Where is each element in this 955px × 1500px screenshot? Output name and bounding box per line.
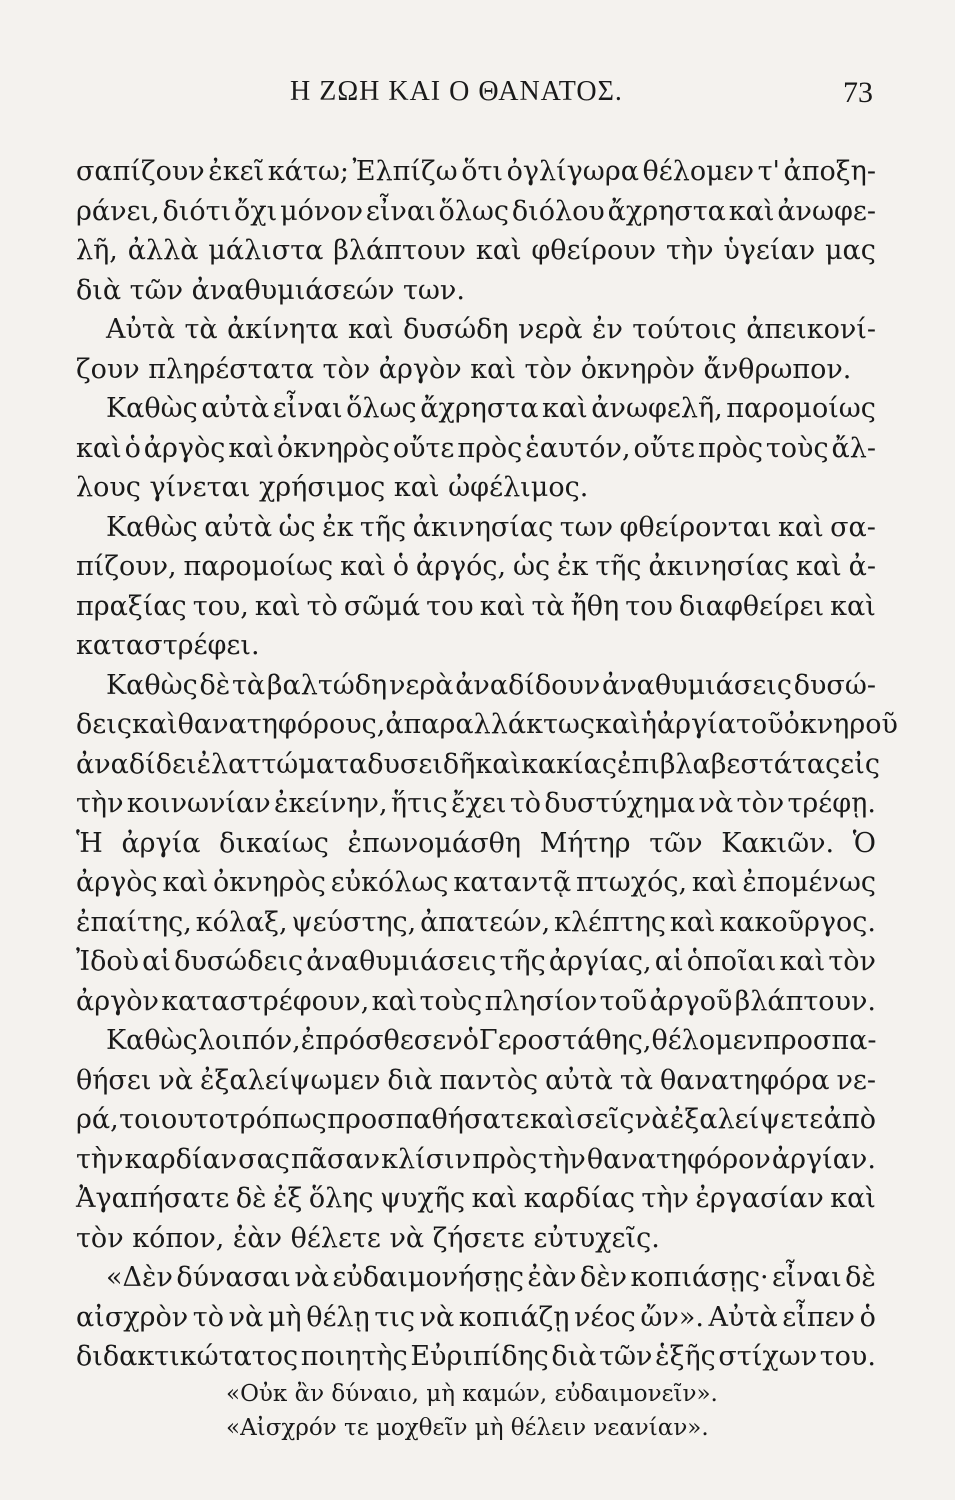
page-header: [290, 76, 873, 116]
text-line: δεις καὶ θανατηφόρους, ἀπαραλλάκτως καὶ ἡ ἀργία τοῦ ὀκνηροῦ: [76, 709, 898, 740]
text-line: θήσει νὰ ἐξαλείψωμεν διὰ παντὸς αὐτὰ τὰ θανατηφόρα νε-: [76, 1064, 876, 1096]
text-line: καὶ ὁ ἀργὸς καὶ ὀκνηρὸς οὔτε πρὸς ἑαυτόν, οὔτε πρὸς τοὺς ἄλ-: [76, 432, 876, 464]
text-line: σαπίζουν ἐκεῖ κάτω; Ἐλπίζω ὅτι ὀγλίγωρα θέλομεν τ' ἀποξη-: [76, 156, 876, 187]
text-line: λῆ, ἀλλὰ μάλιστα βλάπτουν καὶ φθείρουν τὴν ὑγείαν μας: [76, 235, 876, 266]
text-line: Ἡ ἀργία δικαίως ἐπωνομάσθη Μήτηρ τῶν Κακιῶν. Ὁ: [76, 827, 876, 859]
text-line: ρά, τοιουτοτρόπως προσπαθήσατε καὶ σεῖς νὰ ἐξαλείψετε ἀπὸ: [76, 1104, 876, 1135]
body-text: [76, 152, 898, 1445]
running-title: Η ΖΩΗ ΚΑΙ Ο ΘΑΝΑΤΟΣ.: [290, 76, 623, 107]
text-line: ἀναδίδει ἐλαττώματα δυσειδῆ καὶ κακίας ἐπιβλαβεστάτας εἰς: [76, 748, 880, 780]
text-line: Καθὼς αὐτὰ ὡς ἐκ τῆς ἀκινησίας των φθείρονται καὶ σα-: [106, 511, 876, 543]
verse-line: «Οὐκ ἂν δύναιο, μὴ καμών, εὐδαιμονεῖν».: [226, 1380, 718, 1407]
text-line: Αὐτὰ τὰ ἀκίνητα καὶ δυσώδη νερὰ ἐν τούτοις ἀπεικονί-: [106, 314, 876, 345]
text-line: πραξίας του, καὶ τὸ σῶμά του καὶ τὰ ἤθη του διαφθείρει καὶ: [76, 590, 876, 622]
text-line: τὸν κόπον, ἐὰν θέλετε νὰ ζήσετε εὐτυχεῖς.: [76, 1222, 660, 1254]
text-line: διὰ τῶν ἀναθυμιάσεών των.: [76, 274, 465, 306]
text-line: λους γίνεται χρήσιμος καὶ ὠφέλιμος.: [76, 472, 589, 503]
text-line: καταστρέφει.: [76, 630, 260, 661]
text-line: Ἰδοὺ αἱ δυσώδεις ἀναθυμιάσεις τῆς ἀργίας, αἱ ὁποῖαι καὶ τὸν: [76, 946, 876, 977]
text-line: Καθὼς αὐτὰ εἶναι ὅλως ἄχρηστα καὶ ἀνωφελῆ, παρομοίως: [106, 393, 876, 424]
text-line: πίζουν, παρομοίως καὶ ὁ ἀργός, ὡς ἐκ τῆς ἀκινησίας καὶ ἀ-: [76, 551, 876, 582]
text-line: τὴν κοινωνίαν ἐκείνην, ἥτις ἔχει τὸ δυστύχημα νὰ τὸν τρέφῃ.: [76, 788, 876, 819]
text-line: τὴν καρδίαν σας πᾶσαν κλίσιν πρὸς τὴν θανατηφόρον ἀργίαν.: [76, 1143, 876, 1175]
text-line: ἀργὸς καὶ ὀκνηρὸς εὐκόλως καταντᾷ πτωχός, καὶ ἐπομένως: [76, 867, 876, 898]
text-line: διδακτικώτατος ποιητὴς Εὐριπίδης διὰ τῶν ἑξῆς στίχων του.: [76, 1341, 876, 1372]
text-line: ἀργὸν καταστρέφουν, καὶ τοὺς πλησίον τοῦ ἀργοῦ βλάπτουν.: [76, 985, 876, 1017]
page-number: 73: [843, 76, 873, 109]
verse-line: «Αἰσχρόν τε μοχθεῖν μὴ θέλειν νεανίαν».: [226, 1414, 709, 1441]
text-line: Καθὼς δὲ τὰ βαλτώδη νερὰ ἀναδίδουν ἀναθυμιάσεις δυσώ-: [106, 669, 876, 701]
text-line: αἰσχρὸν τὸ νὰ μὴ θέλῃ τις νὰ κοπιάζῃ νέος ὤν». Αὐτὰ εἶπεν ὁ: [76, 1301, 876, 1333]
text-line: ράνει, διότι ὄχι μόνον εἶναι ὅλως διόλου ἄχρηστα καὶ ἀνωφε-: [76, 195, 876, 227]
text-line: ζουν πληρέστατα τὸν ἀργὸν καὶ τὸν ὀκνηρὸν ἄνθρωπον.: [76, 353, 852, 385]
text-line: ἐπαίτης, κόλαξ, ψεύστης, ἀπατεών, κλέπτης καὶ κακοῦργος.: [76, 906, 876, 938]
text-line: Ἀγαπήσατε δὲ ἐξ ὅλης ψυχῆς καὶ καρδίας τὴν ἐργασίαν καὶ: [76, 1183, 876, 1214]
text-line: Καθὼς λοιπόν, ἐπρόσθεσεν ὁ Γεροστάθης, θέλομεν προσπα-: [106, 1025, 877, 1056]
text-line: «Δὲν δύνασαι νὰ εὐδαιμονήσῃς ἐὰν δὲν κοπιάσῃς· εἶναι δὲ: [106, 1262, 876, 1293]
